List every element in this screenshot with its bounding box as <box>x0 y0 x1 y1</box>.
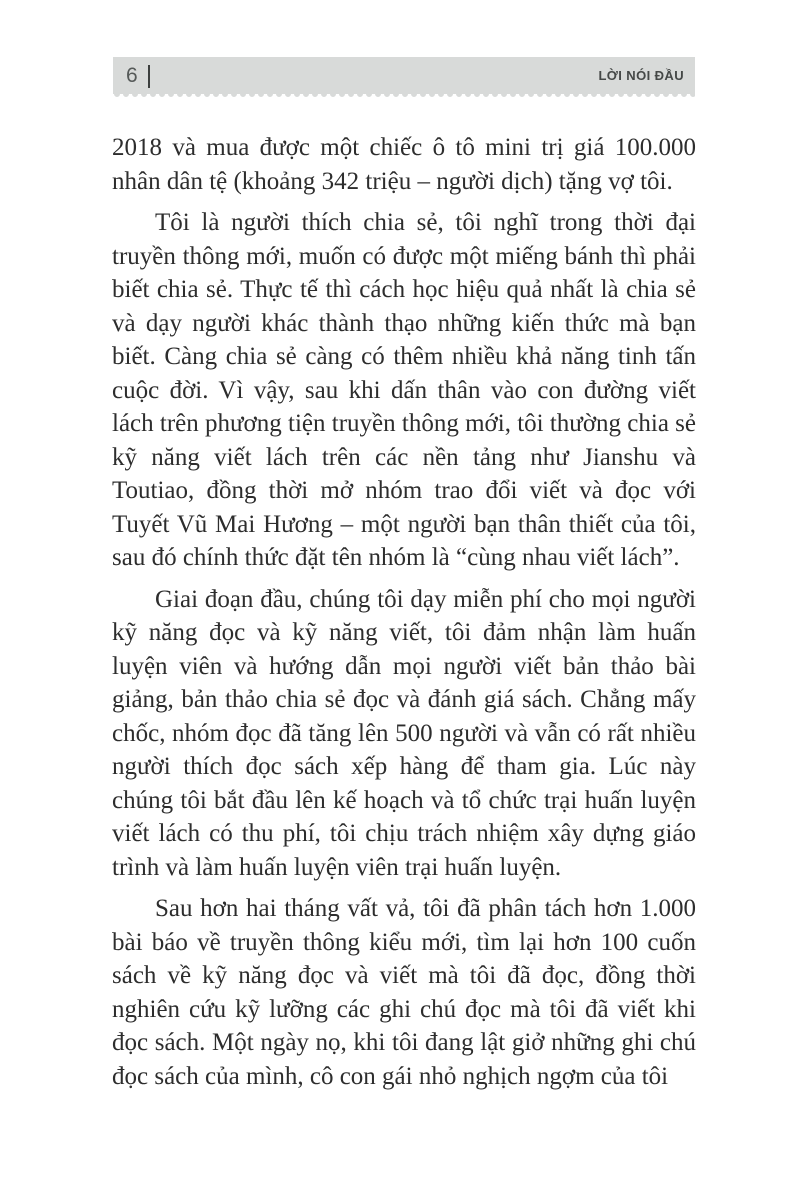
header-divider <box>148 65 150 88</box>
running-header <box>113 57 695 94</box>
paragraph: Giai đoạn đầu, chúng tôi dạy miễn phí cho mọi người kỹ năng đọc và kỹ năng viết, tôi đảm nhận làm huấn luyện viên và hướng dẫn mọi người viết bản thảo bài giảng, bản thảo chia sẻ đọc và đánh giá sách. Chẳng mấy chốc, nhóm đọc đã tăng lên 500 người và vẫn có rất nhiều người thích đọc sách xếp hàng để tham gia. Lúc này chúng tôi bắt đầu lên kế hoạch và tổ chức trại huấn luyện viết lách có thu phí, tôi chịu trách nhiệm xây dựng giáo trình và làm huấn luyện viên trại huấn luyện. <box>112 585 696 881</box>
page-number: 6 <box>126 64 138 87</box>
perforation-edge <box>113 94 695 100</box>
chapter-title: LỜI NÓI ĐẦU <box>598 68 684 83</box>
page-body <box>112 131 696 1093</box>
paragraph: Sau hơn hai tháng vất vả, tôi đã phân tách hơn 1.000 bài báo về truyền thông kiểu mới, tìm lại hơn 100 cuốn sách về kỹ năng đọc và viết mà tôi đã đọc, đồng thời nghiên cứu kỹ lưỡng các ghi chú đọc mà tôi đã viết khi đọc sách. Một ngày nọ, khi tôi đang lật giở những ghi chú đọc sách của mình, cô con gái nhỏ nghịch ngợm của tôi <box>112 895 696 1090</box>
header-left <box>126 63 150 88</box>
paragraph: 2018 và mua được một chiếc ô tô mini trị giá 100.000 nhân dân tệ (khoảng 342 triệu – người dịch) tặng vợ tôi. <box>112 134 696 195</box>
paragraph: Tôi là người thích chia sẻ, tôi nghĩ trong thời đại truyền thông mới, muốn có được một miếng bánh thì phải biết chia sẻ. Thực tế thì cách học hiệu quả nhất là chia sẻ và dạy người khác thành thạo những kiến thức mà bạn biết. Càng chia sẻ càng có thêm nhiều khả năng tinh tấn cuộc đời. Vì vậy, sau khi dấn thân vào con đường viết lách trên phương tiện truyền thông mới, tôi thường chia sẻ kỹ năng viết lách trên các nền tảng như Jianshu và Toutiao, đồng thời mở nhóm trao đổi viết và đọc với Tuyết Vũ Mai Hương – một người bạn thân thiết của tôi, sau đó chính thức đặt tên nhóm là “cùng nhau viết lách”. <box>112 209 697 571</box>
